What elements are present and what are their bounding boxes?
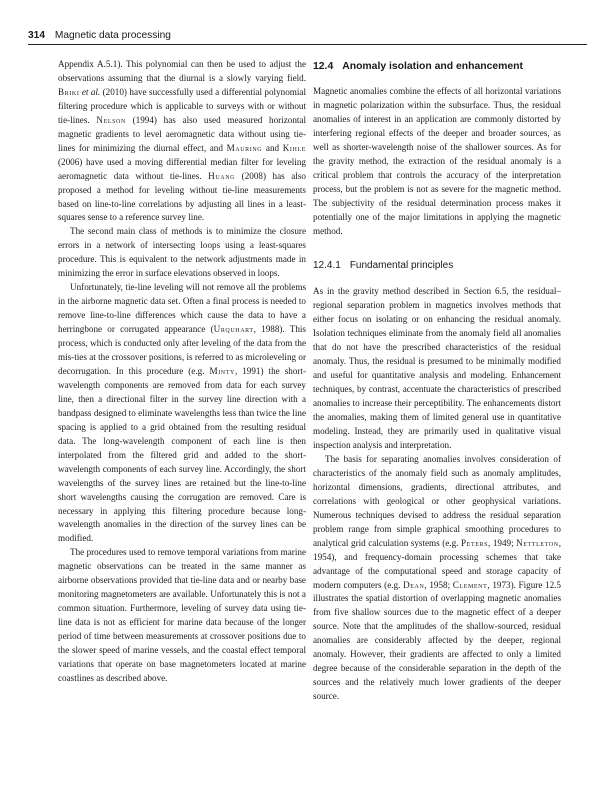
paragraph: The procedures used to remove temporal variations from marine magnetic observations can be treated in the same manner as airborne observations provided that tie-line data and or nearby base monitoring magnetometers are available. Unfortunately this is not a common situation. Furthermore, leveling of survey data using tie-line data is not as efficient for marine data because of the longer period of time between measurements at crossover positions due to the slower speed of marine vessels, and the coastal effect temporal variations that operate on base magnetometers located at marine coastlines as described above.: [58, 547, 306, 683]
paragraph: The second main class of methods is to minimize the closure errors in a network of intersecting loops using a least-squares procedure. This is equivalent to the network adjustments made in minimizing the error in surface elevations observed in loops.: [58, 226, 306, 279]
author-ref: Urquhart: [213, 324, 254, 335]
right-column: [313, 58, 561, 704]
section-title: Anomaly isolation and enhancement: [342, 61, 523, 72]
author-ref: Huang: [208, 170, 236, 181]
author-ref: Nettleton: [516, 537, 559, 548]
paragraph: Magnetic anomalies combine the effects of all horizontal variations in magnetic polarization within the subsurface. Thus, the residual anomalies of interest in an application are commonly distorted by interfering regional effects of the deeper and broader sources, as well as shorter-wavelength noise of the shallower sources. As for the gravity method, the extraction of the residual anomaly is a critical problem that controls the accuracy of the interpretation process, but the problem is not as severe for the magnetic method. The subjectivity of the residual determination process makes it potentially one of the major limitations in applying the magnetic method.: [313, 86, 561, 236]
subsection-title: Fundamental principles: [349, 260, 454, 272]
author-ref: Minty: [209, 365, 235, 376]
author-ref: Mauring: [226, 142, 263, 153]
page-number: 314: [28, 30, 45, 41]
paragraph: Unfortunately, tie-line leveling will not remove all the problems in the airborne magnetic data set. Often a final process is needed to remove line-to-line differences which cause the data to have a herringbone or corrugated appearance (Urquhart, 1988). This process, which is conducted only after leveling of the data from the mis-ties at the crossover positions, is referred to as microleveling or decorrugation. In this procedure (e.g. Minty, 1991) the short-wavelength components are removed from data for each survey line, then a directional filter in the survey line direction with a bandpass designed to eliminate wavelengths less than twice the line spacing is applied to a grid obtained from the resulting residual data. The long-wavelength component of each line is then interpolated from the filtered grid and added to the short-wavelength components of each survey line. Accordingly, the short wavelengths of the survey lines are retained but the line-to-line short wavelengths causing the corrugation are removed. Care is necessary in applying this filtering procedure because long-wavelength anomalies in the direction of the survey lines can be modified.: [58, 282, 306, 544]
running-title: Magnetic data processing: [54, 30, 171, 41]
subsection-heading: [313, 259, 561, 273]
paragraph: The basis for separating anomalies involves consideration of characteristics of the anomaly field such as anomaly amplitudes, horizontal dimensions, gradients, directional attributes, and correlations with geological or other geophysical variations. Numerous techniques devised to address the residual separation problem range from simple graphical smoothing procedures to analytical grid calculation systems (e.g. Peters, 1949; Nettleton, 1954), and frequency-domain processing schemes that take advantage of the computational speed and storage capacity of modern computers (e.g. Dean, 1958; Clement, 1973). Figure 12.5 illustrates the spatial distortion of overlapping magnetic anomalies from five shallow sources due to the magnetic effect of a deeper source. Note that the amplitudes of the shallow-sourced, residual anomalies are considerably affected by the deeper, regional anomaly. However, their gradients are affected to only a limited degree because of the considerable separation in the depth of the sources and the relatively much lower gradients of the deeper source.: [313, 453, 561, 702]
author-ref: Clement: [452, 579, 488, 590]
subsection-number: 12.4.1: [313, 260, 341, 272]
author-ref: Kihle: [282, 142, 306, 153]
author-ref: Peters: [461, 537, 489, 548]
section-number: 12.4: [313, 61, 334, 72]
running-head: [28, 28, 587, 45]
author-ref: Briki: [58, 86, 80, 97]
left-column: [58, 58, 306, 686]
section-heading: [313, 60, 561, 74]
paragraph-continued: Appendix A.5.1). This polynomial can then be used to adjust the observations assuming that the diurnal is a slowly varying field. Briki et al. (2010) have successfully used a differential polynomial filtering procedure which is applicable to surveys with or without tie-lines. Nelson (1994) has also used measured horizontal magnetic gradients to level aeromagnetic data without using tie-lines for minimizing the diurnal effect, and Mauring and Kihle (2006) have used a moving differential median filter for leveling aeromagnetic data without tie-lines. Huang (2008) has also proposed a method for leveling without tie-line measurements based on line-to-line correlations by adjusting all lines in a least-squares sense to a reference survey line.: [58, 59, 307, 223]
author-ref: Dean: [403, 579, 425, 590]
paragraph: As in the gravity method described in Section 6.5, the residual–regional separation problem in magnetics involves methods that either focus on isolating or on enhancing the residual anomaly. Isolation techniques eliminate from the anomaly field all anomalies that do not have the prescribed characteristics of the residual anomaly. Thus, the residual is presumed to be minimally modified and useful for quantitative analysis and modeling. Enhancement techniques, by contrast, accentuate the characteristics of prescribed anomalies to increase their perceptibility. The enhancements distort the anomalies, making them of limited general use in quantitative modeling. Instead, they are primarily used in qualitative visual inspection analysis and interpretation.: [313, 286, 561, 450]
author-ref: Nelson: [96, 114, 126, 125]
